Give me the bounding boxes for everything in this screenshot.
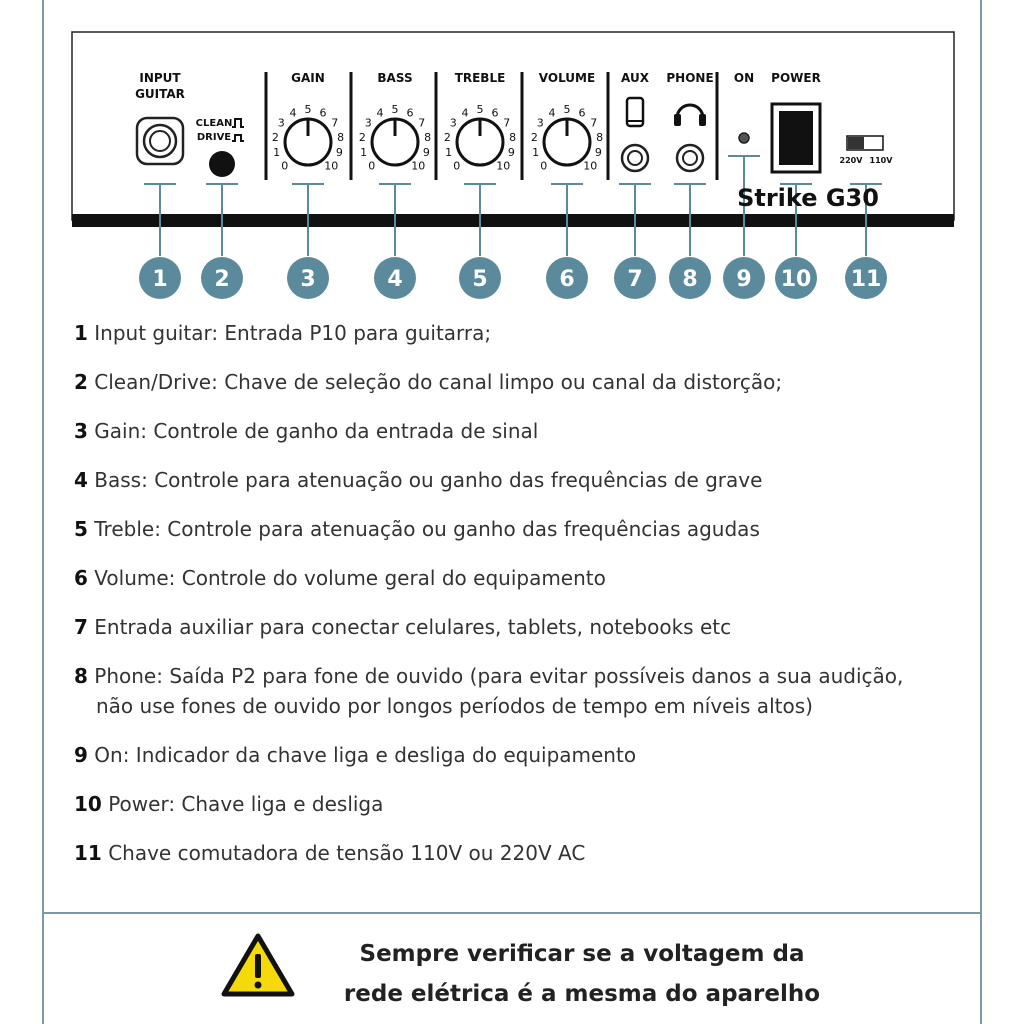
- callout-badge-1: [139, 257, 181, 299]
- knob-scale-number: 3: [449, 116, 457, 130]
- knob-dial-gain[interactable]: [285, 119, 331, 165]
- badge-number: 4: [387, 267, 403, 292]
- warning-line-1: Sempre verificar se a voltagem da: [359, 941, 805, 967]
- legend-item: [74, 514, 974, 544]
- callout-badge-3: [287, 257, 329, 299]
- knob-scale-number: 10: [324, 159, 339, 173]
- knob-scale-number: 0: [453, 159, 461, 173]
- knob-scale-number: 8: [509, 130, 517, 144]
- legend-text: On: Indicador da chave liga e desliga do equipamento: [94, 743, 637, 767]
- knob-dial-bass[interactable]: [372, 119, 418, 165]
- legend-item: [74, 838, 974, 868]
- knob-scale-number: 0: [368, 159, 376, 173]
- phone-device-icon: [627, 98, 643, 126]
- knob-scale-number: 3: [536, 116, 544, 130]
- legend-number: 6: [74, 566, 88, 590]
- badge-number: 2: [214, 267, 230, 292]
- brand-name: Strike G30: [737, 184, 879, 212]
- legend-text: Power: Chave liga e desliga: [108, 792, 384, 816]
- legend-item: [74, 661, 974, 721]
- badge-number: 11: [850, 267, 882, 292]
- knob-scale-number: 6: [491, 106, 499, 120]
- legend-number: 5: [74, 517, 88, 541]
- legend-text: Gain: Controle de ganho da entrada de sinal: [94, 419, 539, 443]
- on-indicator-led: [739, 133, 749, 143]
- knob-scale-number: 5: [563, 103, 571, 116]
- legend-text: Volume: Controle do volume geral do equipamento: [94, 566, 606, 590]
- legend-item: [74, 416, 974, 446]
- warning-line-2: rede elétrica é a mesma do aparelho: [343, 981, 821, 1007]
- legend-item: [74, 367, 974, 397]
- knob-scale-number: 10: [583, 159, 598, 173]
- badge-number: 9: [736, 267, 752, 292]
- legend-number: 9: [74, 743, 88, 767]
- knob-scale-number: 7: [331, 116, 339, 130]
- power-label: POWER: [771, 71, 821, 85]
- knob-scale-number: 4: [289, 106, 297, 120]
- callout-badge-8: [669, 257, 711, 299]
- knob-scale-number: 10: [411, 159, 426, 173]
- knob-scale-number: 8: [337, 130, 345, 144]
- knob-scale-number: 3: [277, 116, 285, 130]
- badge-number: 8: [682, 267, 698, 292]
- knob-scale-number: 4: [461, 106, 469, 120]
- legend-item: [74, 789, 974, 819]
- drive-label: DRIVE: [196, 132, 232, 143]
- legend-text: Bass: Controle para atenuação ou ganho das frequências de grave: [94, 468, 763, 492]
- callout-badge-10: [775, 257, 817, 299]
- knob-scale-number: 5: [476, 103, 484, 116]
- legend-number: 4: [74, 468, 88, 492]
- knob-label: TREBLE: [454, 71, 506, 85]
- phone-output-jack[interactable]: [677, 145, 703, 171]
- badge-number: 7: [627, 267, 643, 292]
- knob-scale-number: 8: [424, 130, 432, 144]
- legend-list: [74, 318, 974, 887]
- legend-number: 8: [74, 664, 88, 688]
- voltage-selector-switch[interactable]: [847, 136, 883, 150]
- legend-number: 2: [74, 370, 88, 394]
- knob-scale-number: 8: [596, 130, 604, 144]
- panel-bottom-bar: [72, 214, 954, 227]
- warning-triangle-icon: [220, 932, 296, 998]
- knob-scale-number: 7: [418, 116, 426, 130]
- knob-scale-number: 1: [532, 146, 540, 160]
- knob-scale-number: 0: [540, 159, 548, 173]
- aux-label: AUX: [621, 71, 649, 85]
- knob-scale-number: 1: [445, 146, 453, 160]
- knob-scale-number: 6: [406, 106, 414, 120]
- amplifier-panel-diagram: [0, 0, 1024, 310]
- aux-input-jack[interactable]: [622, 145, 648, 171]
- callout-badge-2: [201, 257, 243, 299]
- knob-scale-number: 2: [530, 130, 538, 144]
- knob-scale-number: 9: [422, 146, 430, 160]
- knob-label: GAIN: [291, 71, 325, 85]
- knob-scale-number: 3: [364, 116, 372, 130]
- knob-scale-number: 2: [443, 130, 451, 144]
- legend-item: [74, 563, 974, 593]
- badge-number: 3: [300, 267, 316, 292]
- warning-text: [332, 934, 832, 1014]
- legend-number: 3: [74, 419, 88, 443]
- phone-label: PHONE: [666, 71, 714, 85]
- callout-badge-4: [374, 257, 416, 299]
- legend-text-continued: não use fones de ouvido por longos períodos de tempo em níveis altos): [96, 694, 813, 718]
- knob-dial-volume[interactable]: [544, 119, 590, 165]
- legend-text: Entrada auxiliar para conectar celulares, tablets, notebooks etc: [94, 615, 732, 639]
- clean-drive-switch[interactable]: [209, 151, 235, 177]
- knob-scale-number: 9: [594, 146, 602, 160]
- legend-item: [74, 465, 974, 495]
- legend-number: 7: [74, 615, 88, 639]
- knob-label: BASS: [377, 71, 413, 85]
- voltage-220-label: 220V: [839, 156, 863, 165]
- warning-box: [42, 912, 982, 1024]
- knob-scale-number: 5: [304, 103, 312, 116]
- input-guitar-jack[interactable]: [137, 118, 183, 164]
- knob-scale-number: 6: [319, 106, 327, 120]
- callout-badge-9: [723, 257, 765, 299]
- knob-scale-number: 4: [548, 106, 556, 120]
- callout-badge-7: [614, 257, 656, 299]
- voltage-110-label: 110V: [869, 156, 893, 165]
- badge-number: 6: [559, 267, 575, 292]
- knob-scale-number: 5: [391, 103, 399, 116]
- knob-scale-number: 7: [503, 116, 511, 130]
- clean-label: CLEAN: [195, 118, 233, 129]
- on-label: ON: [733, 71, 755, 85]
- legend-text: Clean/Drive: Chave de seleção do canal limpo ou canal da distorção;: [94, 370, 783, 394]
- callout-badge-6: [546, 257, 588, 299]
- legend-text: Phone: Saída P2 para fone de ouvido (para evitar possíveis danos a sua audição,: [94, 664, 904, 688]
- knob-scale-number: 2: [271, 130, 279, 144]
- power-switch[interactable]: [772, 104, 820, 172]
- badge-number: 5: [472, 267, 488, 292]
- badge-number: 10: [780, 267, 812, 292]
- legend-number: 1: [74, 321, 88, 345]
- knob-scale-number: 7: [590, 116, 598, 130]
- legend-number: 10: [74, 792, 102, 816]
- legend-text: Input guitar: Entrada P10 para guitarra;: [94, 321, 492, 345]
- badge-row: [139, 257, 887, 299]
- legend-text: Treble: Controle para atenuação ou ganho das frequências agudas: [94, 517, 760, 541]
- badge-number: 1: [152, 267, 168, 292]
- knob-scale-number: 1: [273, 146, 281, 160]
- knob-scale-number: 0: [281, 159, 289, 173]
- input-label-line1: INPUT: [139, 71, 181, 85]
- input-label-line2: GUITAR: [135, 87, 185, 101]
- knob-scale-number: 4: [376, 106, 384, 120]
- knob-scale-number: 10: [496, 159, 511, 173]
- legend-item: [74, 740, 974, 770]
- knob-scale-number: 1: [360, 146, 368, 160]
- knob-scale-number: 2: [358, 130, 366, 144]
- legend-text: Chave comutadora de tensão 110V ou 220V AC: [108, 841, 586, 865]
- knob-scale-number: 9: [335, 146, 343, 160]
- legend-item: [74, 318, 974, 348]
- callout-badge-5: [459, 257, 501, 299]
- knob-scale-number: 6: [578, 106, 586, 120]
- knob-scale-number: 9: [507, 146, 515, 160]
- knob-label: VOLUME: [538, 71, 596, 85]
- legend-item: [74, 612, 974, 642]
- callout-badge-11: [845, 257, 887, 299]
- knob-dial-treble[interactable]: [457, 119, 503, 165]
- legend-number: 11: [74, 841, 102, 865]
